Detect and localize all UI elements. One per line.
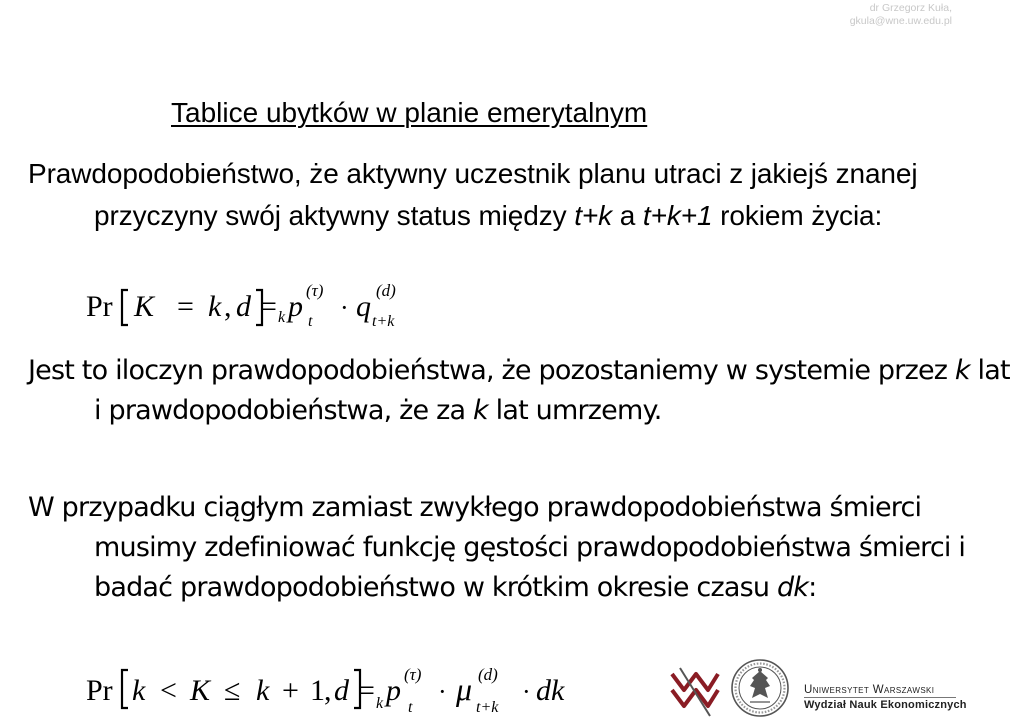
formula-one: 1 bbox=[310, 674, 325, 707]
paragraph-text: : bbox=[808, 572, 817, 603]
formula-sub-t: t bbox=[308, 313, 313, 330]
formula-pr: Pr bbox=[86, 674, 113, 707]
paragraph-text: a bbox=[612, 200, 643, 231]
variable-t-plus-k: t+k bbox=[574, 200, 613, 231]
logo-divider bbox=[804, 697, 956, 698]
formula-var-k: k bbox=[208, 290, 222, 323]
formula-comma: , bbox=[224, 290, 232, 323]
university-logo-text bbox=[804, 684, 967, 716]
formula-sub-t: t bbox=[408, 699, 413, 716]
author-note bbox=[792, 2, 952, 28]
paragraph-text: Prawdopodobieństwo, że aktywny uczestnik planu utraci z jakiejś znanej przyczyny swój aktywny status między bbox=[28, 158, 918, 231]
variable-t-plus-k-plus-1: t+k+1 bbox=[642, 200, 713, 231]
formula-eq: = bbox=[177, 290, 194, 323]
formula-dot: · bbox=[438, 677, 447, 706]
paragraph-continuous bbox=[28, 488, 1024, 608]
formula-var-q: q bbox=[356, 290, 371, 323]
formula-var-p: p bbox=[386, 674, 401, 707]
paragraph-explanation bbox=[28, 351, 1024, 431]
formula-comma: , bbox=[324, 674, 332, 707]
slide-title: Tablice ubytków w planie emerytalnym bbox=[171, 97, 648, 128]
faculty-name: Wydział Nauk Ekonomicznych bbox=[804, 699, 967, 711]
paragraph-text: Jest to iloczyn prawdopodobieństwa, że pozostaniemy w systemie przez bbox=[28, 355, 955, 386]
university-emblem-icon bbox=[730, 656, 790, 720]
formula-lt: < bbox=[160, 674, 177, 707]
formula-var-dk: dk bbox=[536, 674, 565, 707]
formula-le: ≤ bbox=[224, 674, 241, 707]
formula-var-k1: k bbox=[256, 674, 270, 707]
formula-var-k: k bbox=[132, 674, 146, 707]
formula-sub-k: k bbox=[278, 309, 286, 326]
paragraph-text: lat i prawdopodobieństwa, że za bbox=[94, 355, 1010, 426]
variable-k: k bbox=[473, 395, 488, 426]
university-name: Uniwersytet Warszawski bbox=[804, 684, 935, 696]
author-email: gkula@wne.uw.edu.pl bbox=[849, 15, 952, 27]
author-name: dr Grzegorz Kuła, bbox=[869, 2, 952, 14]
formula-dot: · bbox=[340, 293, 349, 322]
formula-sub-tk: t+k bbox=[372, 313, 395, 330]
formula-pr: Pr bbox=[86, 290, 113, 323]
formula-equals: = bbox=[260, 290, 277, 323]
left-bracket bbox=[122, 670, 128, 708]
variable-dk: dk bbox=[776, 572, 809, 603]
formula-var-K: K bbox=[190, 674, 211, 707]
formula-continuous bbox=[86, 656, 606, 720]
formula-plus: + bbox=[282, 674, 299, 707]
wne-logo-icon bbox=[668, 660, 722, 720]
formula-discrete bbox=[86, 278, 436, 336]
formula-var-K: K bbox=[134, 290, 155, 323]
paragraph-text: rokiem życia: bbox=[712, 200, 883, 231]
left-bracket bbox=[122, 290, 128, 325]
formula-var-mu: μ bbox=[456, 671, 473, 707]
formula-sub-k: k bbox=[376, 695, 384, 712]
paragraph-definition bbox=[28, 153, 1024, 237]
paragraph-text: W przypadku ciągłym zamiast zwykłego prawdopodobieństwa śmierci musimy zdefiniować funkcję gęstości prawdopodobieństwa śmierci i badać prawdopodobieństwo w krótkim okresie czasu bbox=[28, 492, 966, 603]
formula-equals: = bbox=[358, 674, 375, 707]
formula-sup-d: (d) bbox=[478, 665, 498, 684]
formula-var-p: p bbox=[288, 290, 303, 323]
formula-sub-tk: t+k bbox=[476, 699, 499, 716]
formula-sup-tau: (τ) bbox=[306, 281, 324, 300]
formula-sup-tau: (τ) bbox=[404, 665, 422, 684]
formula-var-d: d bbox=[236, 290, 251, 323]
variable-k: k bbox=[954, 355, 970, 386]
formula-var-d: d bbox=[334, 674, 349, 707]
formula-dot: · bbox=[522, 677, 531, 706]
formula-sup-d: (d) bbox=[376, 281, 396, 300]
paragraph-text: lat umrzemy. bbox=[487, 395, 662, 426]
